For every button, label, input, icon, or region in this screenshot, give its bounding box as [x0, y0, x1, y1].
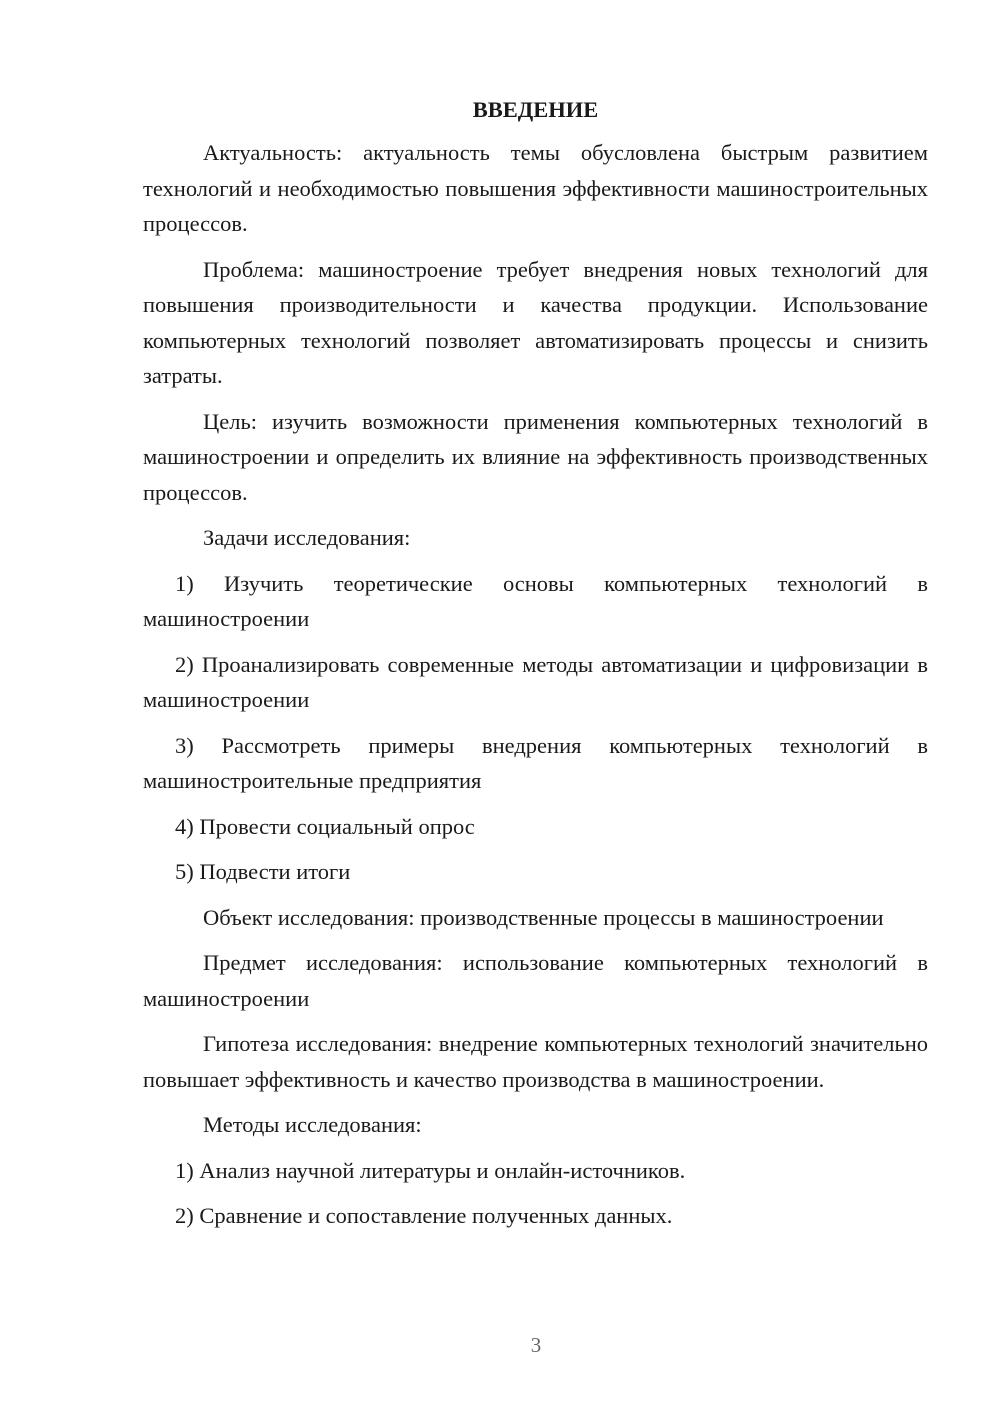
- task-item-2: 2) Проанализировать современные методы автоматизации и цифровизации в машиностроении: [143, 651, 928, 712]
- paragraph-subject: Предмет исследования: использование компьютерных технологий в машиностроении: [143, 950, 928, 1011]
- methods-heading: Методы исследования:: [203, 1112, 422, 1137]
- method-item-1: 1) Анализ научной литературы и онлайн-источников.: [175, 1157, 686, 1183]
- task-item-5: 5) Подвести итоги: [175, 859, 351, 884]
- paragraph-problem: Проблема: машиностроение требует внедрения новых технологий для повышения производительности и качества продукции. Использование компьютерных технологий позволяет автоматизировать процессы и снизить затраты.: [143, 256, 928, 388]
- tasks-heading: Задачи исследования:: [203, 525, 411, 550]
- section-title: ВВЕДЕНИЕ: [472, 97, 599, 122]
- paragraph-object: Объект исследования: производственные процессы в машиностроении: [203, 904, 884, 930]
- paragraph-relevance: Актуальность: актуальность темы обусловлена быстрым развитием технологий и необходимостью повышения эффективности машиностроительных процессов.: [143, 140, 928, 236]
- paragraph-goal: Цель: изучить возможности применения компьютерных технологий в машиностроении и определить их влияние на эффективность производственных процессов.: [143, 408, 928, 505]
- task-item-1: 1) Изучить теоретические основы компьютерных технологий в машиностроении: [143, 570, 928, 631]
- page-number: 3: [530, 1333, 542, 1357]
- method-item-2: 2) Сравнение и сопоставление полученных данных.: [175, 1203, 673, 1228]
- task-item-3: 3) Рассмотреть примеры внедрения компьютерных технологий в машиностроительные предприятия: [143, 732, 928, 793]
- document-page: [143, 95, 928, 1244]
- paragraph-hypothesis: Гипотеза исследования: внедрение компьютерных технологий значительно повышает эффективность и качество производства в машиностроении.: [143, 1031, 928, 1092]
- task-item-4: 4) Провести социальный опрос: [175, 813, 475, 839]
